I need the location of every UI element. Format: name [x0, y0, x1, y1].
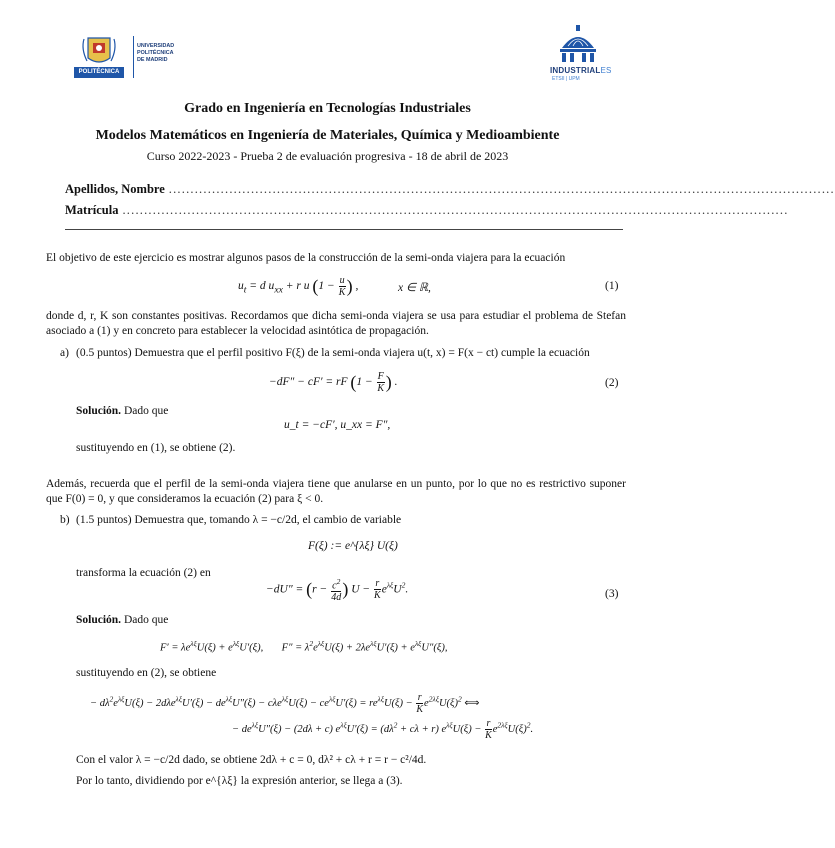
upm-wordmark [137, 43, 174, 64]
equation-1-domain: x ∈ ℝ, [398, 282, 431, 294]
equation-2-label: (2) [605, 377, 619, 389]
industriales-logo [550, 24, 630, 89]
upm-bar-text: POLITÉCNICA [78, 69, 120, 75]
equation-2: −dF″ − cF′ = rF (1 − $\frac{F}{K}$ ) . [269, 371, 398, 394]
part-b-statement: (1.5 puntos) Demuestra que, tomando λ = −c/2d, el cambio de variable [76, 514, 402, 526]
id-field[interactable] [65, 203, 789, 218]
upm-line-1: UNIVERSIDAD [137, 43, 175, 49]
solution-a-end: sustituyendo en (1), se obtiene (2). [76, 442, 236, 454]
middle-paragraph: Además, recuerda que el perfil de la semi-onda viajera tiene que anularse en un punto, por lo que no es restrictivo suponer que F(0) = 0, y que consideramos la ecuación (2) para ξ < 0. [46, 478, 626, 505]
equation-1-label: (1) [605, 280, 619, 292]
solution-b [76, 613, 168, 628]
header-rule [65, 229, 623, 230]
part-b-label: b) [60, 514, 70, 526]
intro-text: El objetivo de este ejercicio es mostrar algunos pasos de la construcción de la semi-onda viajera para la ecuación [46, 252, 566, 264]
solution-b-intro: Dado que [123, 614, 169, 626]
solution-b-derivatives: $F' = \lambda e^{\lambda\xi}U(\xi) + e^{\lambda\xi}U'(\xi)$, $F'' = \lambda^2e^{\lambda\xi}U(\xi) + 2\lambda e^{\lambda\xi}U'(\xi) + e^{\lambda\xi}U''(\xi)$, [160, 639, 448, 654]
change-of-variable: F(ξ) := e^{λξ} U(ξ) [308, 540, 398, 552]
upm-line-3: DE MADRID [137, 57, 168, 63]
part-a-label: a) [60, 347, 69, 359]
solution-b-label: Solución. [76, 614, 122, 626]
course-title: Modelos Matemáticos en Ingeniería de Materiales, Química y Medioambiente [95, 128, 560, 143]
closing-line-2: Por lo tanto, dividiendo por e^{λξ} la expresión anterior, se llega a (3). [76, 775, 403, 787]
solution-a [76, 404, 168, 419]
equation-3-label: (3) [605, 588, 619, 600]
degree-title: Grado en Ingeniería en Tecnologías Industriales [184, 101, 471, 116]
solution-a-intro: Dado que [123, 405, 169, 417]
name-field[interactable] [65, 182, 835, 197]
name-dotted-line[interactable]: .......................................................................................................................................................... [168, 182, 835, 196]
part-b-transform: transforma la ecuación (2) en [76, 567, 211, 579]
industriales-wordmark: INDUSTRIALES [550, 66, 612, 75]
solution-a-equation: u_t = −cF′, u_xx = F″, [284, 419, 391, 431]
industriales-subtitle: ETSII | UPM [552, 76, 580, 82]
upm-line-2: POLITÉCNICA [137, 50, 174, 56]
closing-line-1: Con el valor λ = −c/2d dado, se obtiene 2dλ + c = 0, dλ² + cλ + r = r − c²/4d. [76, 754, 427, 766]
id-dotted-line[interactable]: .......................................................................................................................................................... [122, 203, 789, 217]
equation-3: −dU″ = (r − $\frac{c^2}{4d}$ ) U − $\frac{r}{K}$ $e^{\lambda\xi}U^2$. [266, 577, 409, 604]
solution-b-substitute: sustituyendo en (2), se obtiene [76, 667, 217, 679]
dome-icon [556, 24, 600, 64]
intro-continued: donde d, r, K son constantes positivas. Recordamos que dicha semi-onda viajera se usa para estudiar el problema de Stefan asociado a (1) y en concreto para establecer la velocidad asintótica de propagación. [46, 310, 626, 337]
substituted-equation-line-2: − $de^{\lambda\xi}U''(\xi) - (2d\lambda + c) e^{\lambda\xi}U'(\xi) = (d\lambda^2 + c\lambda + r) e^{\lambda\xi}U(\xi)$ − $\frac{r}{K}$ $e^{2\lambda\xi}U(\xi)^2$. [232, 718, 534, 741]
upm-logo [74, 34, 189, 84]
equation-1: $u_t = d$ $u_{xx} + r$ u (1 − $\frac{u}{K}$ ) , [238, 275, 359, 298]
logo-divider [133, 36, 134, 78]
part-a-statement: (0.5 puntos) Demuestra que el perfil positivo F(ξ) de la semi-onda viajera u(t, x) = F(x − ct) cumple la ecuación [76, 347, 590, 359]
substituted-equation-line-1: − $d\lambda^2e^{\lambda\xi}U(\xi) - 2d\lambda e^{\lambda\xi}U'(\xi) - de^{\lambda\xi}U''(\xi) - c\lambda e^{\lambda\xi}U(\xi) - ce^{\lambda\xi}U'(\xi) = re^{\lambda\xi}U(\xi)$ − $\frac{r}{K}$ $e^{2\lambda\xi}U(\xi)^2$ ⟺ [90, 692, 480, 715]
id-label: Matrícula [65, 203, 119, 217]
name-label: Apellidos, Nombre [65, 182, 165, 196]
exam-info: Curso 2022-2023 - Prueba 2 de evaluación progresiva - 18 de abril de 2023 [146, 149, 509, 163]
solution-a-label: Solución. [76, 405, 122, 417]
